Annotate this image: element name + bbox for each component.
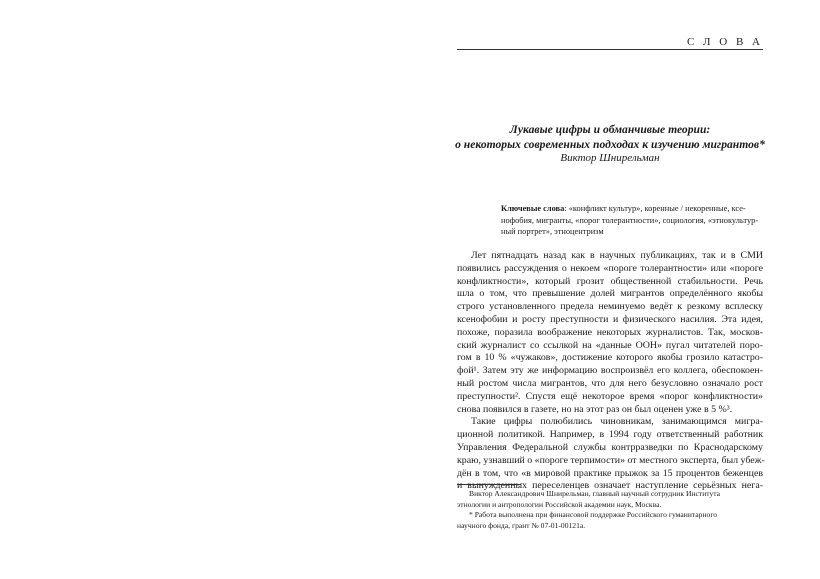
body-line: ксенофобии и росту преступности и физического насилия. Эта идея,	[457, 313, 763, 325]
body-line: дён в том, что «в мировой практике прыжок за 15 процентов беженцев	[457, 467, 763, 479]
body-line: краю, узнавший о «пороге терпимости» от местного эксперта, был убеж-	[457, 454, 765, 466]
header-rule	[457, 49, 763, 50]
body-line: Управления Федеральной службы контрразведки по Краснодарскому	[457, 441, 763, 453]
keywords-line-1	[501, 203, 763, 215]
article-title	[440, 122, 780, 152]
body-line: снова появился в газете, но на этот раз он был оценен уже в 5 %³.	[457, 403, 733, 415]
body-line: Такие цифры полюбились чиновникам, занимающимся мигра-	[471, 416, 763, 428]
body-line: гом в 10 % «чужаков», достижение которого якобы грозило катастро-	[457, 352, 763, 364]
body-line: похоже, поразила воображение некоторых журналистов. Так, москов-	[457, 326, 763, 338]
keywords-block	[501, 203, 763, 238]
keywords-line-3: ный портрет», этноцентризм	[501, 227, 604, 236]
body-line: ный ростом числа мигрантов, что для него безусловно означало рост	[457, 377, 763, 389]
section-header: С Л О В А	[686, 36, 763, 48]
footnote-line: этнологии и антропологии Российской академии наук, Москва.	[457, 499, 662, 509]
footnote-line: научного фонда, грант № 07-01-00121а.	[457, 520, 586, 530]
article-body	[457, 250, 763, 493]
body-line: ционной политикой. Например, в 1994 году ответственный работник	[457, 429, 763, 441]
footnotes	[457, 489, 763, 531]
body-line: ский журналист со ссылкой на «данные ООН» пугал читателей поро-	[457, 339, 763, 351]
keywords-line-2: нофобия, мигранты, «порог толерантности», социология, «этнокультур-	[501, 215, 759, 225]
footnote-line: * Работа выполнена при финансовой поддержке Российского гуманитарного	[469, 510, 718, 520]
body-line: преступности². Спустя ещё некоторое время «порог конфликтности»	[457, 390, 763, 402]
body-line: фой¹. Затем эту же информацию воспроизвёл его коллега, обеспокоен-	[457, 365, 763, 377]
body-line: конфликтности», который грозит общественной стабильности. Речь	[457, 275, 763, 287]
title-line-2: о некоторых современных подходах к изучению мигрантов*	[455, 138, 765, 151]
footnote-rule	[457, 484, 521, 485]
keywords-text-1: : «конфликт культур», коренные / некоренные, ксе-	[564, 204, 746, 213]
body-line: и вынужденных переселенцев означает наступление серьёзных нега-	[457, 480, 763, 492]
author-name: Виктор Шнирельман	[560, 152, 660, 164]
body-line: шла о том, что превышение долей мигрантов определённого якобы	[457, 288, 763, 300]
title-line-1: Лукавые цифры и обманчивые теории:	[509, 123, 711, 136]
body-line: Лет пятнадцать назад как в научных публикациях, так и в СМИ	[471, 250, 763, 261]
footnote-line: Виктор Александрович Шнирельман, главный научный сотрудник Института	[469, 489, 721, 498]
body-line: строго установленного предела неминуемо ведёт к резкому всплеску	[457, 301, 763, 313]
keywords-label: Ключевые слова	[501, 204, 565, 213]
body-line: появились рассуждения о некоем «пороге толерантности» или «пороге	[457, 262, 763, 274]
